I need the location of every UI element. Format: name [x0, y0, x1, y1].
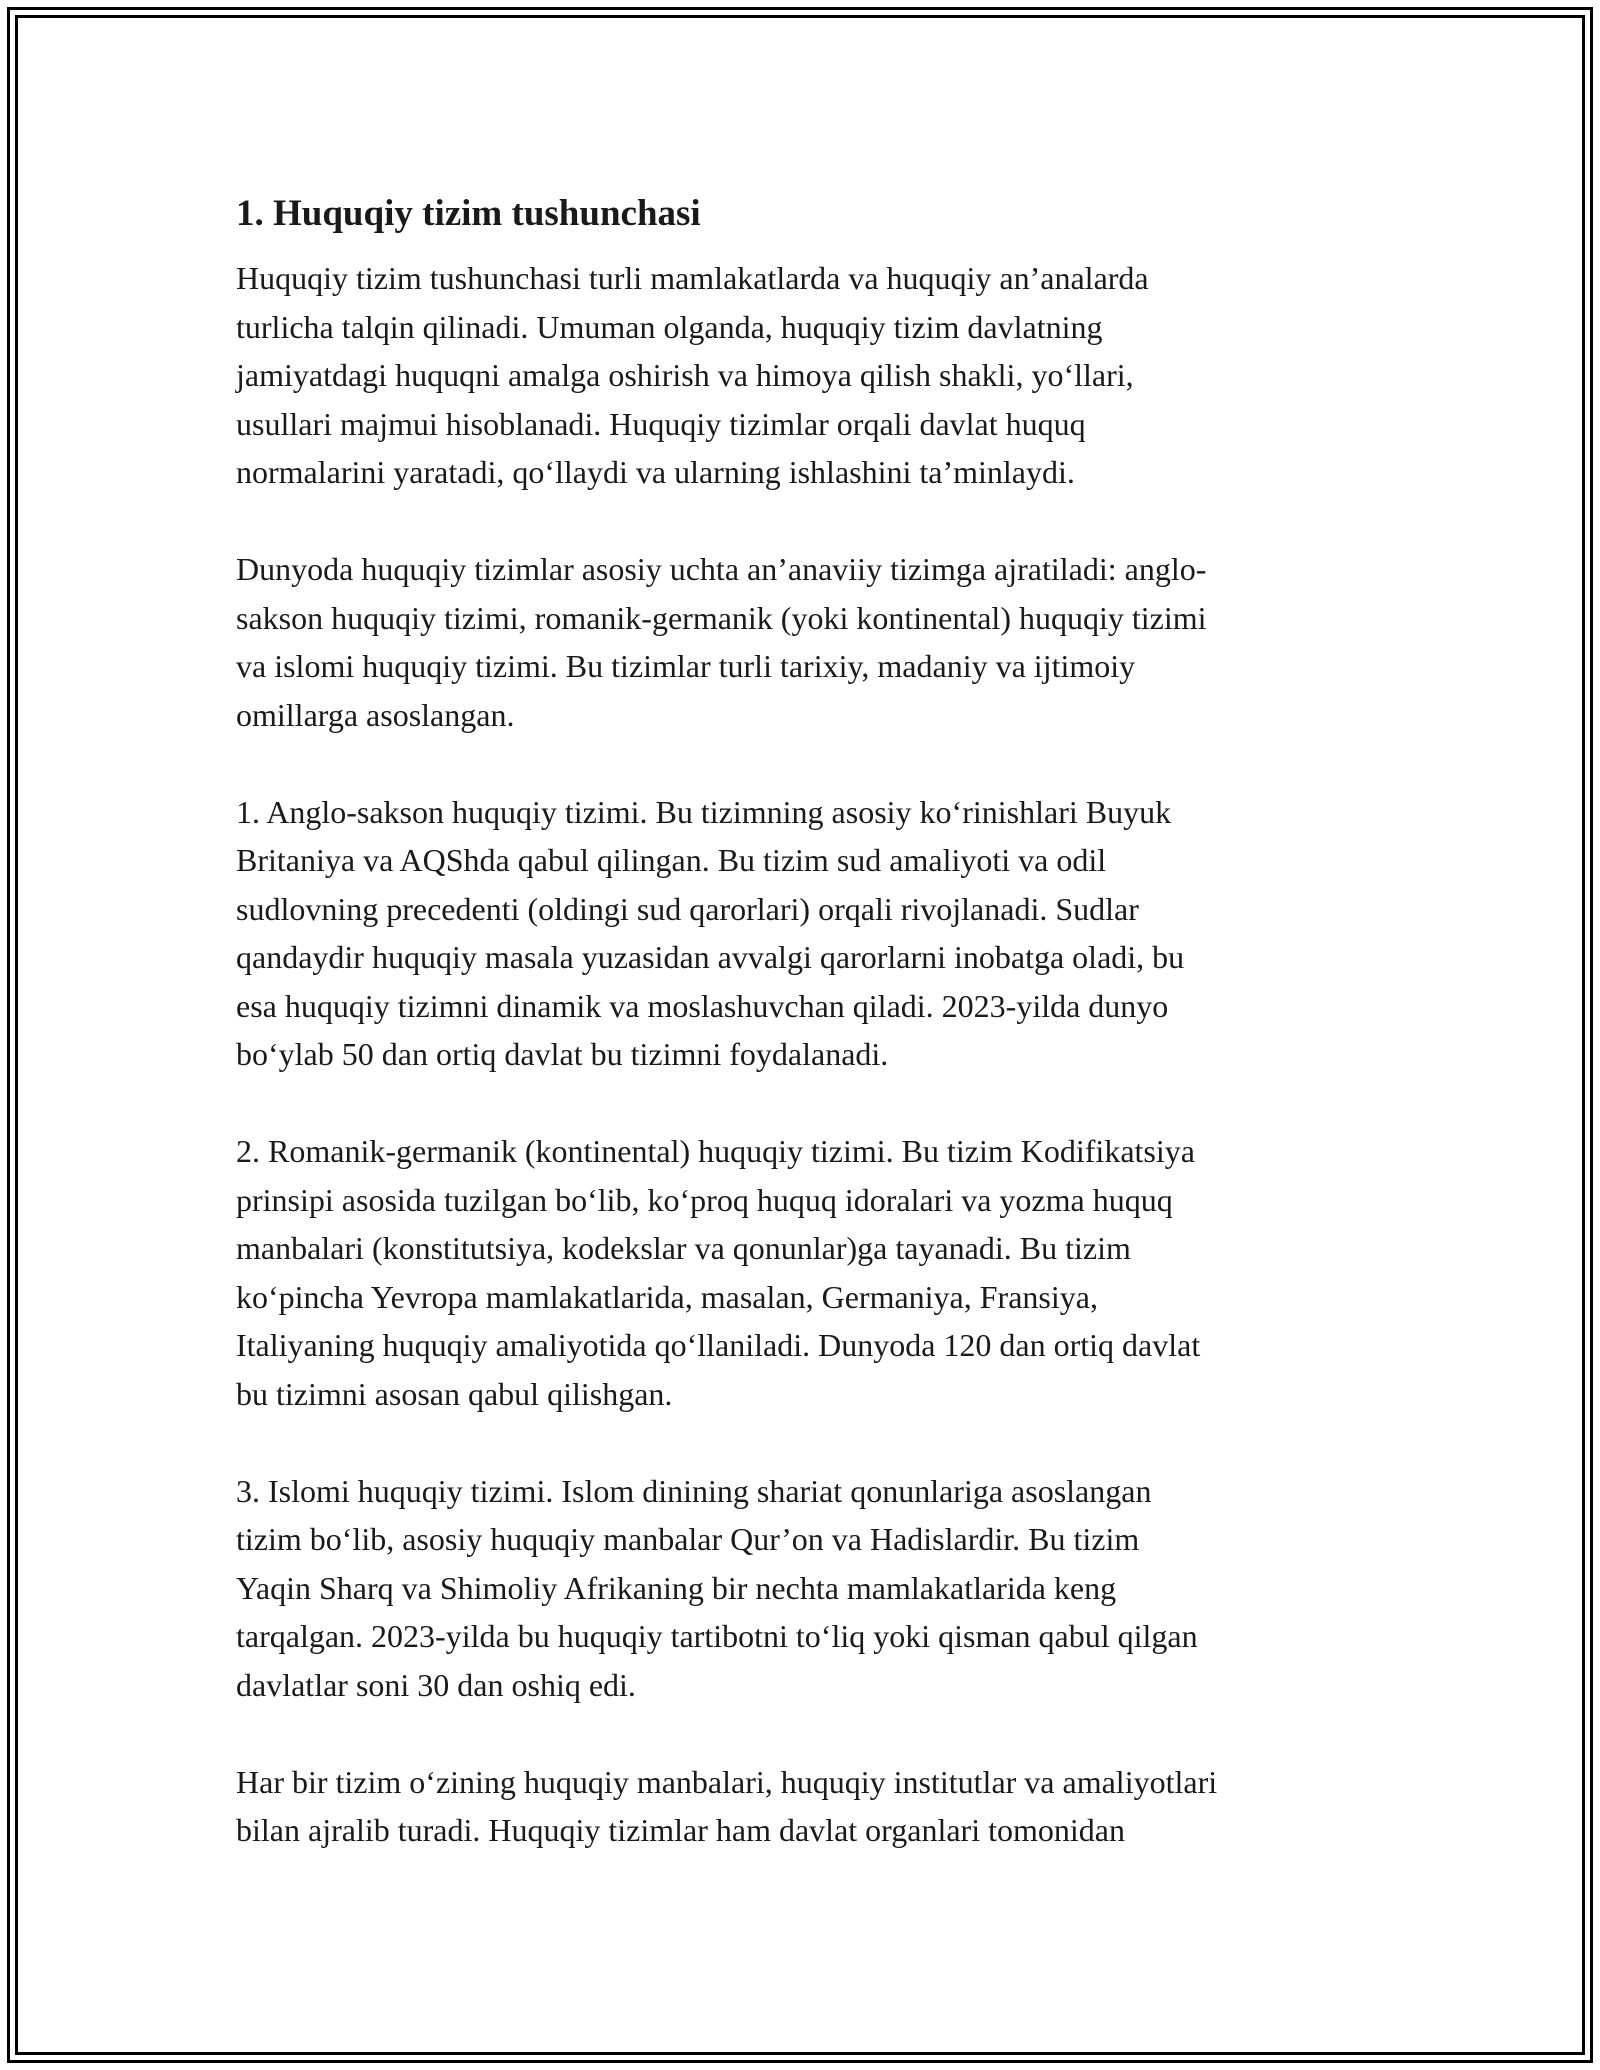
text-line: 1. Anglo-sakson huquqiy tizimi. Bu tizimning asosiy ko‘rinishlari Buyuk	[236, 793, 1172, 830]
text-line: qandaydir huquqiy masala yuzasidan avvalgi qarorlarni inobatga oladi, bu	[236, 939, 1185, 975]
text-line: manbalari (konstitutsiya, kodekslar va qonunlar)ga tayanadi. Bu tizim	[236, 1230, 1131, 1266]
text-line: normalarini yaratadi, qo‘llaydi va ularning ishlashini ta’minlaydi.	[236, 454, 1075, 490]
text-line: sudlovning precedenti (oldingi sud qarorlari) orqali rivojlanadi. Sudlar	[236, 890, 1139, 927]
text-line: turlicha talqin qilinadi. Umuman olganda, huquqiy tizim davlatning	[236, 308, 1103, 345]
text-line: omillarga asoslangan.	[236, 696, 515, 733]
text-line: sakson huquqiy tizimi, romanik-germanik (yoki kontinental) huquqiy tizimi	[236, 599, 1207, 636]
text-line: tizim bo‘lib, asosiy huquqiy manbalar Qur’on va Hadislardir. Bu tizim	[236, 1521, 1140, 1557]
paragraph-2	[236, 545, 1386, 739]
paragraph-5	[236, 1467, 1386, 1710]
text-line: 3. Islomi huquqiy tizimi. Islom dinining shariat qonunlariga asoslangan	[236, 1472, 1152, 1509]
section-heading: 1. Huquqiy tizim tushunchasi	[236, 193, 701, 234]
text-line: jamiyatdagi huquqni amalga oshirish va himoya qilish shakli, yo‘llari,	[236, 357, 1134, 393]
paragraph-4	[236, 1127, 1386, 1418]
document-body	[236, 188, 1386, 1903]
paragraph-1	[236, 254, 1386, 497]
text-line: Huquqiy tizim tushunchasi turli mamlakatlarda va huquqiy an’analarda	[236, 260, 1149, 296]
text-line: Har bir tizim o‘zining huquqiy manbalari, huquqiy institutlar va amaliyotlari	[236, 1763, 1218, 1800]
text-line: prinsipi asosida tuzilgan bo‘lib, ko‘proq huquq idoralari va yozma huquq	[236, 1181, 1173, 1218]
text-line: tarqalgan. 2023-yilda bu huquqiy tartibotni to‘liq yoki qisman qabul qilgan	[236, 1618, 1198, 1654]
text-line: Dunyoda huquqiy tizimlar asosiy uchta an’anaviiy tizimga ajratiladi: anglo-	[236, 551, 1207, 587]
text-line: Italiyaning huquqiy amaliyotida qo‘llaniladi. Dunyoda 120 dan ortiq davlat	[236, 1327, 1201, 1363]
paragraph-6	[236, 1758, 1386, 1855]
text-line: bo‘ylab 50 dan ortiq davlat bu tizimni foydalanadi.	[236, 1036, 889, 1072]
text-line: Yaqin Sharq va Shimoliy Afrikaning bir nechta mamlakatlarida keng	[236, 1569, 1117, 1606]
text-line: 2. Romanik-germanik (kontinental) huquqiy tizimi. Bu tizim Kodifikatsiya	[236, 1133, 1195, 1169]
paragraph-3	[236, 788, 1386, 1079]
text-line: esa huquqiy tizimni dinamik va moslashuvchan qiladi. 2023-yilda dunyo	[236, 987, 1169, 1024]
text-line: davlatlar soni 30 dan oshiq edi.	[236, 1666, 636, 1703]
text-line: ko‘pincha Yevropa mamlakatlarida, masalan, Germaniya, Fransiya,	[236, 1278, 1098, 1315]
text-line: bilan ajralib turadi. Huquqiy tizimlar ham davlat organlari tomonidan	[236, 1812, 1125, 1848]
text-line: bu tizimni asosan qabul qilishgan.	[236, 1375, 673, 1412]
text-line: usullari majmui hisoblanadi. Huquqiy tizimlar orqali davlat huquq	[236, 405, 1086, 442]
text-line: va islomi huquqiy tizimi. Bu tizimlar turli tarixiy, madaniy va ijtimoiy	[236, 648, 1136, 684]
text-line: Britaniya va AQShda qabul qilingan. Bu tizim sud amaliyoti va odil	[236, 842, 1107, 878]
